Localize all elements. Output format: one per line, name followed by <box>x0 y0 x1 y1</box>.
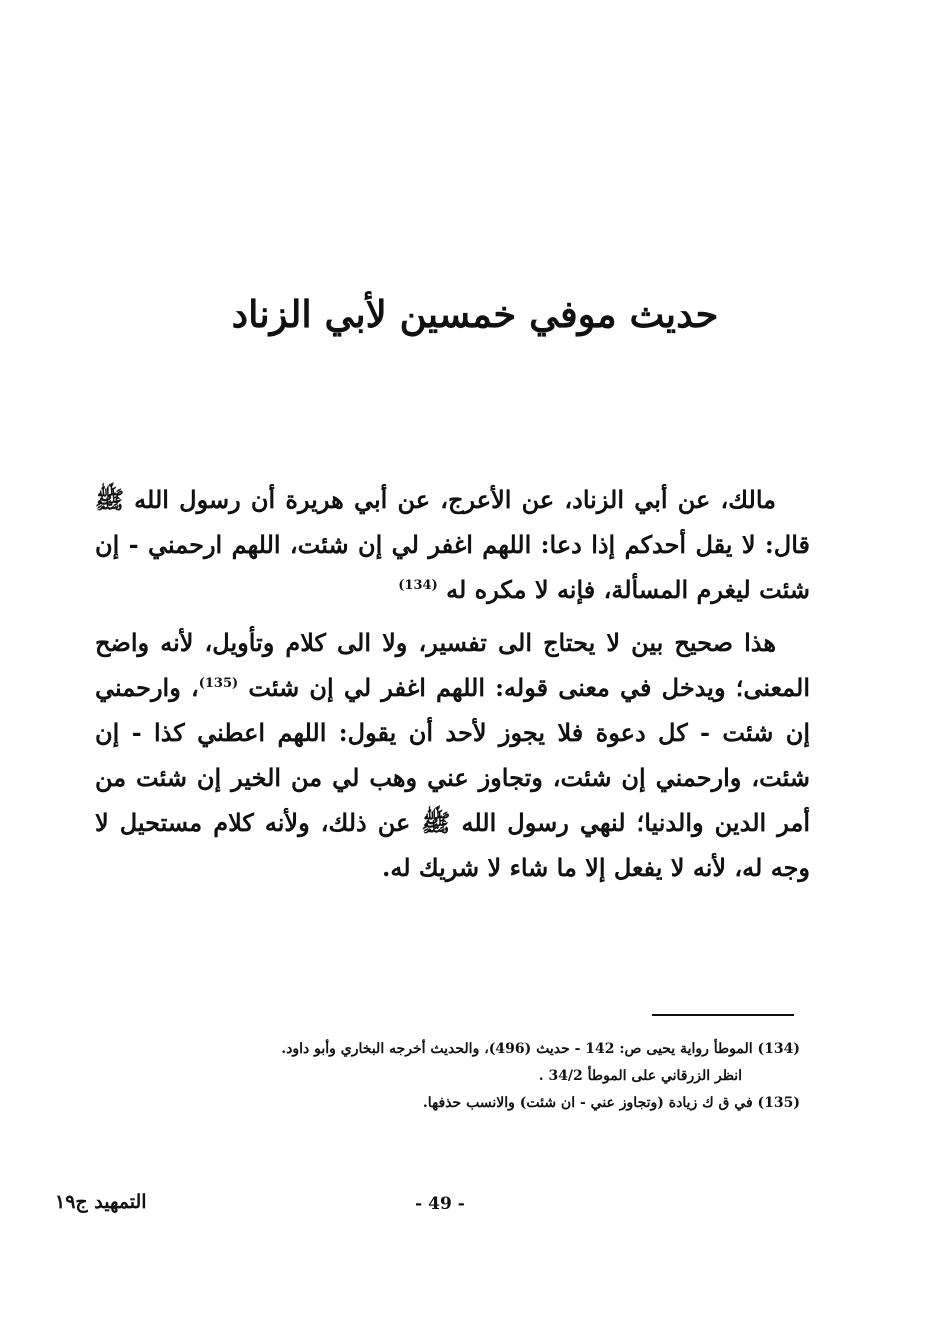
footnote-ref-135: (135) <box>198 676 239 691</box>
page-number: - 49 - <box>415 1194 465 1214</box>
footnotes <box>160 1036 800 1117</box>
commentary-paragraph <box>95 620 810 890</box>
commentary-text-end: ، وارحمني إن شئت - كل دعوة فلا يجوز لأحد أن يقول: اللهم اعطني كذا - إن شئت، وارحمني إن شئت، وتجاوز عني وهب لي من الخير إن شئت من أمر الدين والدنيا؛ لنهي رسول الله ﷺ عن ذلك، ولأنه كلام مستحيل لا وجه له، لأنه لا يفعل إلا ما شاء لا شريك له. <box>95 673 810 882</box>
footnote-135: (135) في ق ك زيادة (وتجاوز عني - ان شئت) والانسب حذفها. <box>422 1095 800 1111</box>
page-title: حديث موفي خمسين لأبي الزناد <box>231 292 719 336</box>
footnote-ref-134: (134) <box>398 578 438 593</box>
footnote-134: (134) الموطأ رواية يحيى ص: 142 - حديث (496)، والحديث أخرجه البخاري وأبو داود. <box>281 1041 800 1057</box>
hadith-text: مالك، عن أبي الزناد، عن الأعرج، عن أبي هريرة أن رسول الله ﷺ قال: لا يقل أحدكم إذا دعا: اللهم اغفر لي إن شئت، اللهم ارحمني - إن شئت ليغرم المسألة، فإنه لا مكره له <box>95 485 810 604</box>
commentary-text-start: هذا صحيح بين لا يحتاج الى تفسير، ولا الى كلام وتأويل، لأنه واضح المعنى؛ ويدخل في معنى قوله: اللهم اغفر لي إن شئت <box>95 628 811 702</box>
footnote-134-continuation: انظر الزرقاني على الموطأ 34/2 . <box>538 1068 742 1084</box>
running-footer: التمهيد ج١٩ <box>55 1191 147 1213</box>
hadith-paragraph <box>95 477 810 612</box>
footnote-separator <box>652 1014 794 1016</box>
main-text <box>95 477 810 890</box>
